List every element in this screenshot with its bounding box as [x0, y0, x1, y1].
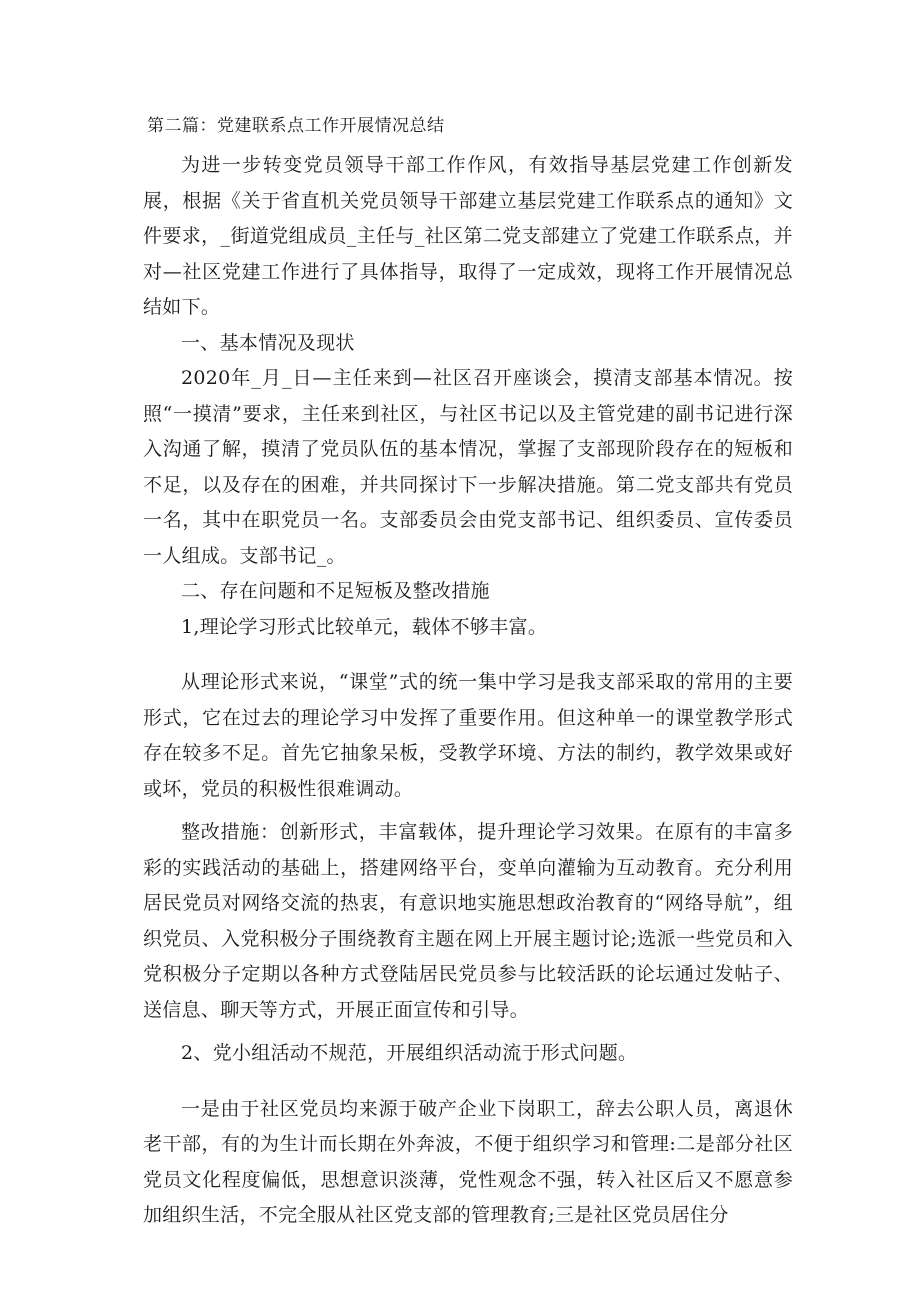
- item-1-heading: 1,理论学习形式比较单元，载体不够丰富。: [181, 615, 548, 638]
- section-2-heading: 二、存在问题和不足短板及整改措施: [181, 580, 490, 602]
- document-title: 第二篇：党建联系点工作开展情况总结: [147, 116, 445, 136]
- item-1-paragraph: 从理论形式来说，“课堂”式的统一集中学习是我支部采取的常用的主要形式，它在过去的理论学习中发挥了重要作用。但这种单一的课堂教学形式存在较多不足。首先它抽象呆板，受教学环境、方法的制约，教学效果或好或坏，党员的积极性很难调动。: [143, 671, 793, 800]
- section-1-paragraph: 2020年_月_日—主任来到—社区召开座谈会，摸清支部基本情况。按照“一摸清”要求，主任来到社区，与社区书记以及主管党建的副书记进行深入沟通了解，摸清了党员队伍的基本情况，掌握了支部现阶段存在的短板和不足，以及存在的困难，并共同探讨下一步解决措施。第二党支部共有党员一名，其中在职党员一名。支部委员会由党支部书记、组织委员、宣传委员一人组成。支部书记_。: [143, 367, 793, 567]
- document-body: [143, 112, 793, 1234]
- item-2-paragraph: 一是由于社区党员均来源于破产企业下岗职工，辞去公职人员，离退休老干部，有的为生计而长期在外奔波，不便于组织学习和管理:二是部分社区党员文化程度偏低，思想意识淡薄，党性观念不强，转入社区后又不愿意参加组织生活，不完全服从社区党支部的管理教育;三是社区党员居住分: [143, 1097, 793, 1226]
- section-1-heading: 一、基本情况及现状: [181, 331, 355, 354]
- item-2-heading: 2、党小组活动不规范，开展组织活动流于形式问题。: [181, 1042, 638, 1064]
- item-1-measures-paragraph: 整改措施：创新形式，丰富载体，提升理论学习效果。在原有的丰富多彩的实践活动的基础上，搭建网络平台，变单向灌输为互动教育。充分利用居民党员对网络交流的热衷，有意识地实施思想政治教育的“网络导航”，组织党员、入党积极分子围绕教育主题在网上开展主题讨论;选派一些党员和入党积极分子定期以各种方式登陆居民党员参与比较活跃的论坛通过发帖子、送信息、聊天等方式，开展正面宣传和引导。: [143, 821, 793, 1021]
- intro-paragraph: 为进一步转变党员领导干部工作作风，有效指导基层党建工作创新发展，根据《关于省直机关党员领导干部建立基层党建工作联系点的通知》文件要求，_街道党组成员_主任与_社区第二党支部建立了党建工作联系点，并对—社区党建工作进行了具体指导，取得了一定成效，现将工作开展情况总结如下。: [143, 154, 793, 318]
